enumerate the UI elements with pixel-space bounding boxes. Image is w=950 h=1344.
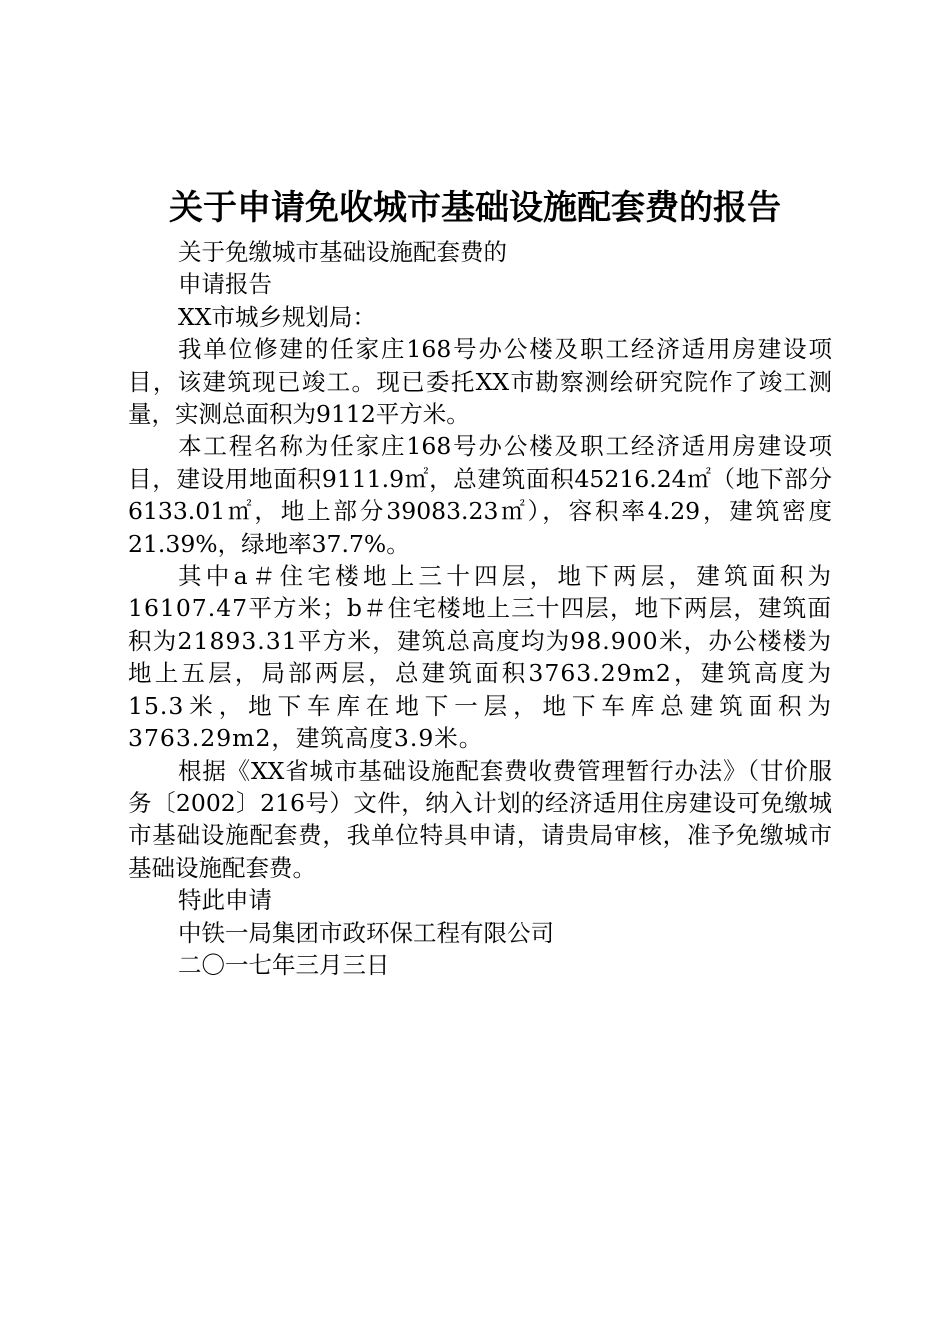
paragraph-4: 根据《XX省城市基础设施配套费收费管理暂行办法》（甘价服务〔2002〕216号）文件，纳入计划的经济适用住房建设可免缴城市基础设施配套费，我单位特具申请，请贵局审核，准予免缴城市基础设施配套费。 [128, 756, 832, 882]
subtitle-line-1: 关于免缴城市基础设施配套费的 [178, 238, 507, 266]
document-body [128, 236, 832, 981]
document-title: 关于申请免收城市基础设施配套费的报告 [169, 188, 781, 228]
signature-organization: 中铁一局集团市政环保工程有限公司 [178, 918, 554, 947]
subtitle-line-2: 申请报告 [178, 270, 272, 299]
closing-line: 特此申请 [178, 886, 272, 915]
addressee: XX市城乡规划局： [178, 302, 376, 331]
document-date: 二〇一七年三月三日 [178, 950, 390, 979]
paragraph-3: 其中a＃住宅楼地上三十四层，地下两层，建筑面积为16107.47平方米；b＃住宅楼地上三十四层，地下两层，建筑面积为21893.31平方米，建筑总高度均为98.900米，办公楼楼为地上五层，局部两层，总建筑面积3763.29m2，建筑高度为15.3米，地下车库在地下一层，地下车库总建筑面积为3763.29m2，建筑高度3.9米。 [128, 562, 832, 753]
paragraph-2: 本工程名称为任家庄168号办公楼及职工经济适用房建设项目，建设用地面积9111.9㎡，总建筑面积45216.24㎡（地下部分6133.01㎡，地上部分39083.23㎡），容积率4.29，建筑密度21.39%，绿地率37.7%。 [128, 432, 832, 558]
paragraph-1: 我单位修建的任家庄168号办公楼及职工经济适用房建设项目，该建筑现已竣工。现已委托XX市勘察测绘研究院作了竣工测量，实测总面积为9112平方米。 [128, 335, 832, 429]
